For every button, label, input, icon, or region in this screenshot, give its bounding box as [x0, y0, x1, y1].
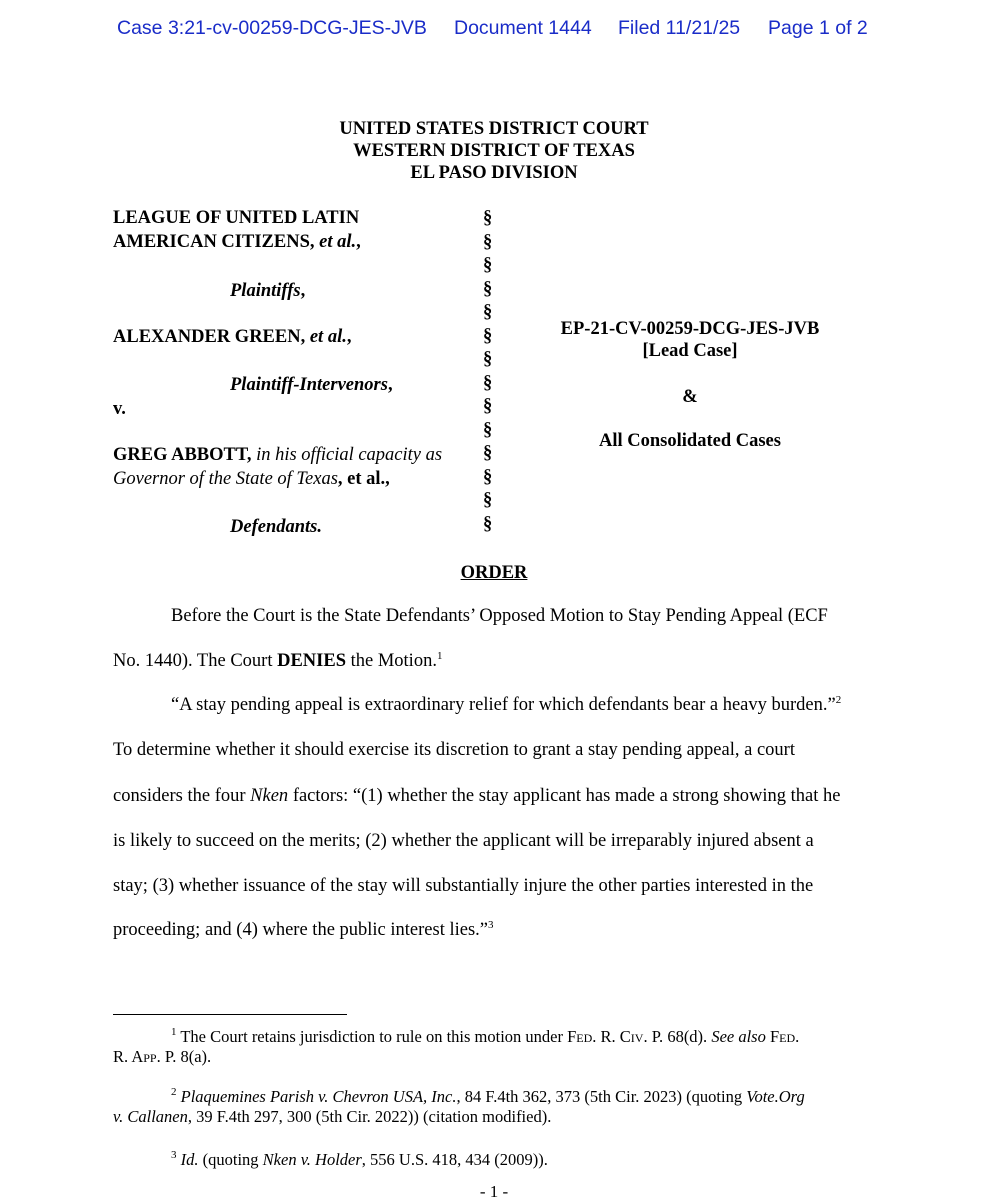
lead-case-label: [Lead Case]: [642, 341, 738, 361]
court-division: EL PASO DIVISION: [410, 163, 578, 183]
body-line: To determine whether it should exercise its discretion to grant a stay pending appeal, a court: [113, 740, 795, 760]
defendant-title: Governor of the State of Texas, et al.,: [113, 469, 390, 489]
plaintiffs-label: Plaintiffs,: [230, 281, 306, 301]
intervenors-label: Plaintiff-Intervenors,: [230, 375, 393, 395]
footnote-1-line1: $^1$ The Court retains jurisdiction to rule on this motion under Fed. R. Civ. P. 68(d). See also Fed.: [171, 1026, 800, 1046]
consolidated-cases: All Consolidated Cases: [599, 431, 781, 451]
body-line: No. 1440). The Court DENIES the Motion.$^1$: [113, 650, 443, 671]
section-symbol: §: [483, 325, 493, 346]
intervenor-name: ALEXANDER GREEN, et al.,: [113, 327, 352, 347]
case-number-stamp: Case 3:21-cv-00259-DCG-JES-JVB: [117, 17, 427, 39]
filed-date-stamp: Filed 11/21/25: [618, 17, 741, 39]
lead-case-number: EP-21-CV-00259-DCG-JES-JVB: [560, 319, 820, 339]
section-symbol-column: [483, 207, 492, 536]
court-name: UNITED STATES DISTRICT COURT: [339, 119, 649, 139]
footnote-3: $^3$ Id. (quoting Nken v. Holder, 556 U.S. 418, 434 (2009)).: [171, 1149, 548, 1169]
body-line: stay; (3) whether issuance of the stay will substantially injure the other parties interested in the: [113, 876, 814, 896]
plaintiff-name-line1: LEAGUE OF UNITED LATIN: [113, 208, 360, 228]
footnote-ref: 1: [436, 650, 443, 662]
footnote-2-line2: v. Callanen, 39 F.4th 297, 300 (5th Cir. 2022)) (citation modified).: [113, 1107, 552, 1126]
section-symbol: §: [483, 255, 493, 275]
section-symbol: §: [483, 396, 493, 416]
defendants-label: Defendants.: [230, 517, 322, 537]
section-symbol: §: [483, 372, 493, 393]
case-number-block: [540, 318, 840, 362]
section-symbol: §: [483, 513, 493, 534]
body-line: proceeding; and (4) where the public interest lies.”$^3$: [113, 919, 494, 940]
body-line: Before the Court is the State Defendants’ Opposed Motion to Stay Pending Appeal (ECF: [171, 606, 828, 626]
section-symbol: §: [483, 466, 493, 487]
footnote-2-line1: $^2$ Plaquemines Parish v. Chevron USA, Inc., 84 F.4th 362, 373 (5th Cir. 2023) (quoting Vote.Org: [171, 1086, 805, 1106]
court-heading: [0, 118, 988, 184]
body-line: “A stay pending appeal is extraordinary relief for which defendants bear a heavy burden.”$^2$: [171, 694, 842, 715]
footnote-ref: 3: [488, 919, 494, 931]
order-heading: ORDER: [460, 563, 528, 583]
page-count-stamp: Page 1 of 2: [768, 17, 868, 39]
body-line: is likely to succeed on the merits; (2) whether the applicant will be irreparably injured absent a: [113, 831, 814, 851]
section-symbol: §: [483, 231, 493, 252]
plaintiff-name-line2: AMERICAN CITIZENS, et al.,: [113, 232, 361, 252]
body-line: considers the four Nken factors: “(1) whether the stay applicant has made a strong showing that he: [113, 786, 841, 806]
section-symbol: §: [483, 349, 493, 369]
ampersand: &: [682, 387, 698, 407]
section-symbol: §: [483, 419, 493, 440]
footnote-ref: 2: [835, 694, 842, 706]
section-symbol: §: [483, 278, 493, 299]
footnote-separator: [113, 1014, 347, 1015]
section-symbol: §: [483, 208, 493, 228]
page-number: - 1 -: [479, 1182, 509, 1201]
defendant-name: GREG ABBOTT, in his official capacity as: [113, 445, 443, 465]
section-symbol: §: [483, 302, 493, 322]
court-district: WESTERN DISTRICT OF TEXAS: [353, 141, 635, 161]
footnote-1-line2: R. App. P. 8(a).: [113, 1047, 212, 1066]
document-number-stamp: Document 1444: [454, 17, 592, 39]
section-symbol: §: [483, 490, 493, 510]
section-symbol: §: [483, 443, 493, 463]
versus: v.: [113, 399, 126, 419]
